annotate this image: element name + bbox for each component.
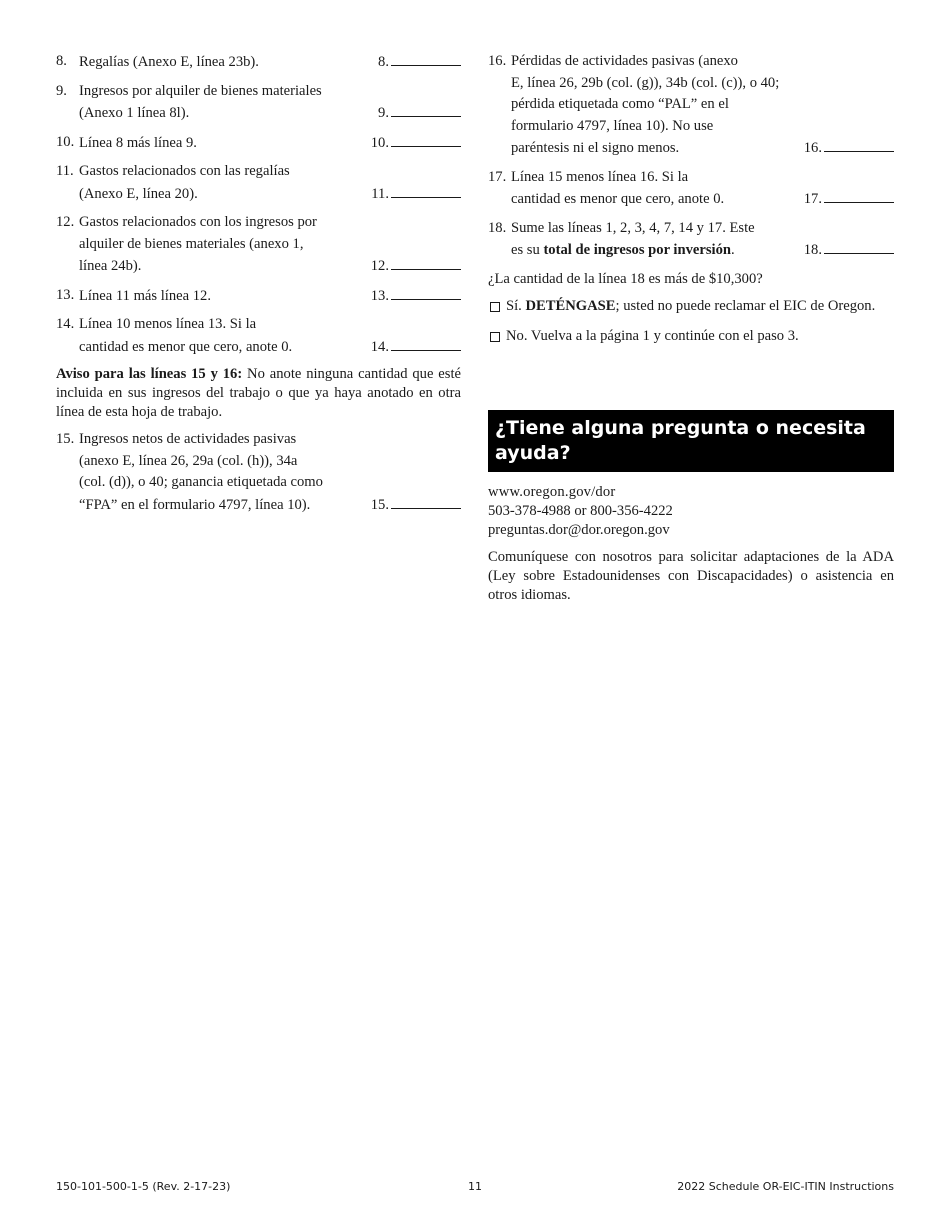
worksheet-line <box>56 314 461 358</box>
line-number: 15. <box>56 431 75 447</box>
entry-blank[interactable] <box>824 239 894 254</box>
question-line-18: ¿La cantidad de la línea 18 es más de $10,300? <box>488 270 763 287</box>
line-number: 17. <box>488 168 507 185</box>
entry-label: 16. <box>803 140 822 156</box>
entry-blank[interactable] <box>391 183 461 198</box>
line-text: “FPA” en el formulario 4797, línea 10). <box>79 496 311 513</box>
line-number: 14. <box>56 316 75 332</box>
entry-field[interactable] <box>804 188 894 211</box>
worksheet-line <box>56 132 461 155</box>
website-link[interactable]: www.oregon.gov/dor <box>488 484 616 500</box>
line-text: alquiler de bienes materiales (anexo 1, <box>79 235 304 252</box>
worksheet-line <box>488 167 894 211</box>
entry-field[interactable] <box>378 102 461 125</box>
worksheet-line <box>488 51 894 160</box>
line-text: Gastos relacionados con las regalías <box>79 163 290 179</box>
line-text: Regalías (Anexo E, línea 23b). <box>79 54 259 70</box>
line-number: 13. <box>56 286 75 303</box>
notice-text: No anote ninguna cantidad que esté incluida en sus ingresos del trabajo o que ya haya anotado en otra línea de esta hoja de trabajo. <box>56 366 461 420</box>
entry-blank[interactable] <box>391 51 461 66</box>
option-no-text: No. Vuelva a la página 1 y continúe con el paso 3. <box>506 327 799 344</box>
entry-field[interactable] <box>371 285 461 308</box>
line-number: 9. <box>56 82 67 99</box>
line-text: Pérdidas de actividades pasivas (anexo <box>511 53 738 69</box>
line-number: 18. <box>488 219 507 236</box>
notice-label: Aviso para las líneas 15 y 16: <box>56 366 243 382</box>
document-title: 2022 Schedule OR-EIC-ITIN Instructions <box>677 1180 894 1193</box>
page-number: 11 <box>468 1180 482 1193</box>
entry-blank[interactable] <box>824 137 894 152</box>
notice-lines-15-16 <box>56 365 461 422</box>
option-no[interactable] <box>488 326 894 348</box>
worksheet-line <box>56 285 461 308</box>
line-number: 16. <box>488 53 507 69</box>
checkbox-yes[interactable] <box>490 302 500 312</box>
worksheet-line <box>56 212 461 278</box>
entry-label: 8. <box>378 54 389 70</box>
entry-blank[interactable] <box>391 494 461 509</box>
line-text: cantidad es menor que cero, anote 0. <box>511 191 725 207</box>
entry-field[interactable] <box>371 132 461 155</box>
worksheet-line <box>56 81 461 125</box>
entry-blank[interactable] <box>391 132 461 147</box>
entry-blank[interactable] <box>824 188 894 203</box>
entry-blank[interactable] <box>391 255 461 270</box>
line-text: Gastos relacionados con los ingresos por <box>79 214 317 230</box>
option-text: ; usted no puede reclamar el EIC de Oregon. <box>615 298 876 314</box>
entry-field[interactable] <box>804 137 894 160</box>
line-number: 10. <box>56 133 75 150</box>
entry-blank[interactable] <box>391 102 461 117</box>
email-link[interactable]: preguntas.dor@dor.oregon.gov <box>488 522 670 538</box>
entry-label: 10. <box>370 134 389 151</box>
line-text: Línea 10 menos línea 13. Si la <box>79 316 257 332</box>
line-text: Línea 11 más línea 12. <box>79 287 211 304</box>
line-number: 12. <box>56 214 75 230</box>
line-text: Línea 8 más línea 9. <box>79 134 197 151</box>
entry-field[interactable] <box>371 336 461 359</box>
line-text: línea 24b). <box>79 258 142 274</box>
entry-blank[interactable] <box>391 336 461 351</box>
option-yes-text <box>506 296 875 318</box>
entry-field[interactable] <box>371 183 461 206</box>
line-number: 8. <box>56 53 67 69</box>
entry-blank[interactable] <box>391 285 461 300</box>
contact-info <box>488 483 894 540</box>
line-number: 11. <box>56 163 74 179</box>
entry-field[interactable] <box>371 255 461 278</box>
line-text: . <box>731 242 735 258</box>
line-text: Línea 15 menos línea 16. Si la <box>511 168 689 185</box>
entry-label: 15. <box>370 496 389 513</box>
worksheet-line-15 <box>56 429 461 516</box>
entry-label: 17. <box>803 191 822 207</box>
line-text: Ingresos por alquiler de bienes materiales <box>79 82 322 99</box>
entry-label: 18. <box>803 242 822 258</box>
ada-notice: Comuníquese con nosotros para solicitar adaptaciones de la ADA (Ley sobre Estadounidenses con Discapacidades) o asistencia en otros idiomas. <box>488 549 894 603</box>
line-text: (Anexo 1 línea 8l). <box>79 105 190 121</box>
help-heading: ¿Tiene alguna pregunta o necesita ayuda? <box>495 417 866 464</box>
line-text: E, línea 26, 29b (col. (g)), 34b (col. (c)), o 40; <box>511 74 780 91</box>
help-heading-box <box>488 410 894 472</box>
right-column <box>488 51 894 355</box>
entry-field[interactable] <box>804 239 894 262</box>
entry-field[interactable] <box>378 51 461 74</box>
worksheet-lines-16-17 <box>488 51 894 211</box>
line-text: Ingresos netos de actividades pasivas <box>79 431 297 447</box>
total-investment-income-label: total de ingresos por inversión <box>543 242 732 258</box>
worksheet-line <box>56 161 461 205</box>
left-column <box>56 51 461 523</box>
worksheet-line-18 <box>488 218 894 262</box>
line-text: formulario 4797, línea 10). No use <box>511 117 714 134</box>
line-text: paréntesis ni el signo menos. <box>511 140 680 156</box>
option-text: Sí. <box>506 298 526 314</box>
entry-label: 14. <box>370 338 389 355</box>
line-text: pérdida etiquetada como “PAL” en el <box>511 96 729 112</box>
form-number: 150-101-500-1-5 (Rev. 2-17-23) <box>56 1180 231 1193</box>
stop-label: DETÉNGASE <box>525 298 616 314</box>
checkbox-no[interactable] <box>490 332 500 342</box>
option-yes[interactable] <box>488 296 894 318</box>
line-text: Sume las líneas 1, 2, 3, 4, 7, 14 y 17. Este <box>511 219 755 236</box>
line-text: (Anexo E, línea 20). <box>79 185 198 202</box>
entry-label: 12. <box>370 258 389 274</box>
line-text: es su <box>511 242 544 258</box>
worksheet-line <box>56 51 461 74</box>
line-text: (col. (d)), o 40; ganancia etiquetada como <box>79 474 323 490</box>
worksheet-lines-8-14 <box>56 51 461 358</box>
entry-label: 13. <box>370 287 389 304</box>
worksheet-line <box>56 429 461 516</box>
phone-numbers: 503-378-4988 or 800-356-4222 <box>488 503 673 519</box>
entry-label: 9. <box>378 105 389 121</box>
line-text: (anexo E, línea 26, 29a (col. (h)), 34a <box>79 452 298 469</box>
line-text: cantidad es menor que cero, anote 0. <box>79 338 293 355</box>
entry-field[interactable] <box>371 494 461 517</box>
entry-label: 11. <box>371 185 389 202</box>
